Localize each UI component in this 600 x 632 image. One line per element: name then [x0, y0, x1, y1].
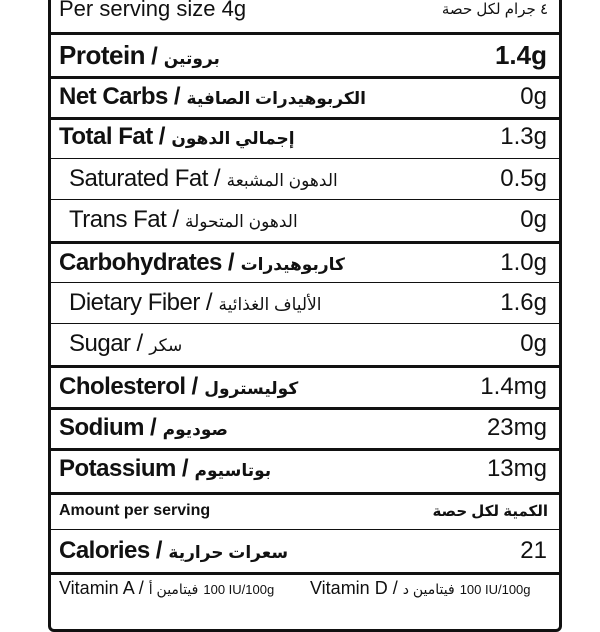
amount-per-serving-en: Amount per serving — [59, 502, 211, 519]
nutrient-value: 1.4g — [494, 39, 547, 70]
calories-row: Calories / سعرات حرارية 21 — [59, 537, 547, 564]
amount-per-serving-ar: الكمية لكل حصة — [432, 503, 548, 520]
nutrient-name-en: Dietary Fiber — [69, 289, 200, 316]
nutrient-row-cholesterol: Cholesterol / كوليسترول 1.4mg — [59, 373, 547, 400]
nutrient-row-carbohydrates: Carbohydrates / كاربوهيدرات 1.0g — [59, 249, 547, 276]
nutrient-value: 1.0g — [500, 249, 547, 276]
vitamin-value: 100 IU/100g — [459, 582, 531, 597]
nutrient-name-ar: صوديوم — [162, 420, 228, 439]
calories-label-en: Calories — [59, 537, 150, 564]
nutrient-row-potassium: Potassium / بوتاسيوم 13mg — [59, 455, 547, 482]
nutrient-row-protein: Protein / بروتين 1.4g — [59, 39, 547, 70]
serving-size-ar: ٤ جرام لكل حصة — [441, 1, 548, 18]
nutrient-name-ar: بوتاسيوم — [194, 461, 272, 480]
nutrient-name-en: Carbohydrates — [59, 249, 222, 276]
nutrient-name-ar: الدهون المتحولة — [184, 212, 298, 231]
calories-label-ar: سعرات حرارية — [168, 543, 289, 562]
vitamin-a: Vitamin A / فيتامين أ 100 IU/100g — [59, 578, 275, 598]
nutrient-name-en: Protein — [59, 39, 146, 70]
nutrient-name-en: Sugar — [69, 330, 131, 357]
nutrient-name-en: Cholesterol — [59, 373, 186, 400]
nutrient-name-en: Saturated Fat — [69, 165, 208, 192]
nutrient-name-en: Net Carbs — [59, 83, 168, 110]
nutrient-row-sugar: Sugar / سكر 0g — [69, 330, 547, 357]
nutrient-name-en: Potassium — [59, 455, 176, 482]
nutrient-name-ar: الألياف الغذائية — [218, 295, 322, 314]
nutrient-value: 0g — [520, 83, 547, 110]
divider — [51, 365, 559, 368]
vitamin-d: Vitamin D / فيتامين د 100 IU/100g — [310, 578, 531, 598]
nutrient-value: 0g — [520, 330, 547, 357]
nutrient-value: 13mg — [486, 455, 547, 482]
divider — [51, 282, 559, 283]
nutrient-name-ar: إجمالي الدهون — [171, 129, 295, 148]
divider — [51, 323, 559, 324]
nutrient-row-net-carbs: Net Carbs / الكربوهيدرات الصافية 0g — [59, 83, 547, 110]
nutrient-row-sodium: Sodium / صوديوم 23mg — [59, 414, 547, 441]
nutrient-value: 1.4mg — [480, 373, 547, 400]
nutrient-name-ar: كاربوهيدرات — [240, 255, 345, 274]
divider — [51, 158, 559, 159]
nutrient-value: 1.3g — [500, 123, 547, 150]
nutrient-name-ar: الدهون المشبعة — [226, 171, 338, 190]
divider — [51, 529, 559, 530]
nutrient-row-total-fat: Total Fat / إجمالي الدهون 1.3g — [59, 123, 547, 150]
divider — [51, 241, 559, 244]
vitamin-name-en: Vitamin A — [59, 578, 134, 598]
nutrient-row-saturated-fat: Saturated Fat / الدهون المشبعة 0.5g — [69, 165, 547, 192]
divider — [51, 76, 559, 79]
nutrient-value: 0.5g — [500, 165, 547, 192]
vitamin-name-ar: فيتامين د — [402, 581, 455, 597]
nutrient-name-en: Trans Fat — [69, 206, 167, 233]
calories-value: 21 — [520, 537, 547, 564]
vitamin-name-en: Vitamin D — [310, 578, 388, 598]
nutrient-name-ar: سكر — [149, 336, 183, 355]
nutrient-name-ar: الكربوهيدرات الصافية — [186, 89, 366, 108]
nutrient-row-trans-fat: Trans Fat / الدهون المتحولة 0g — [69, 206, 547, 233]
serving-size-en: Per serving size 4g — [59, 0, 247, 21]
nutrient-name-ar: بروتين — [163, 48, 220, 68]
divider — [51, 492, 559, 495]
nutrient-name-ar: كوليسترول — [204, 379, 299, 398]
nutrient-value: 0g — [520, 206, 547, 233]
divider — [51, 199, 559, 200]
divider — [51, 32, 559, 35]
nutrient-name-en: Sodium — [59, 414, 144, 441]
vitamin-value: 100 IU/100g — [203, 582, 275, 597]
vitamin-name-ar: فيتامين أ — [148, 581, 199, 597]
divider — [51, 572, 559, 575]
nutrient-value: 1.6g — [500, 289, 547, 316]
nutrient-name-en: Total Fat — [59, 123, 153, 150]
nutrient-value: 23mg — [486, 414, 547, 441]
nutrient-row-dietary-fiber: Dietary Fiber / الألياف الغذائية 1.6g — [69, 289, 547, 316]
